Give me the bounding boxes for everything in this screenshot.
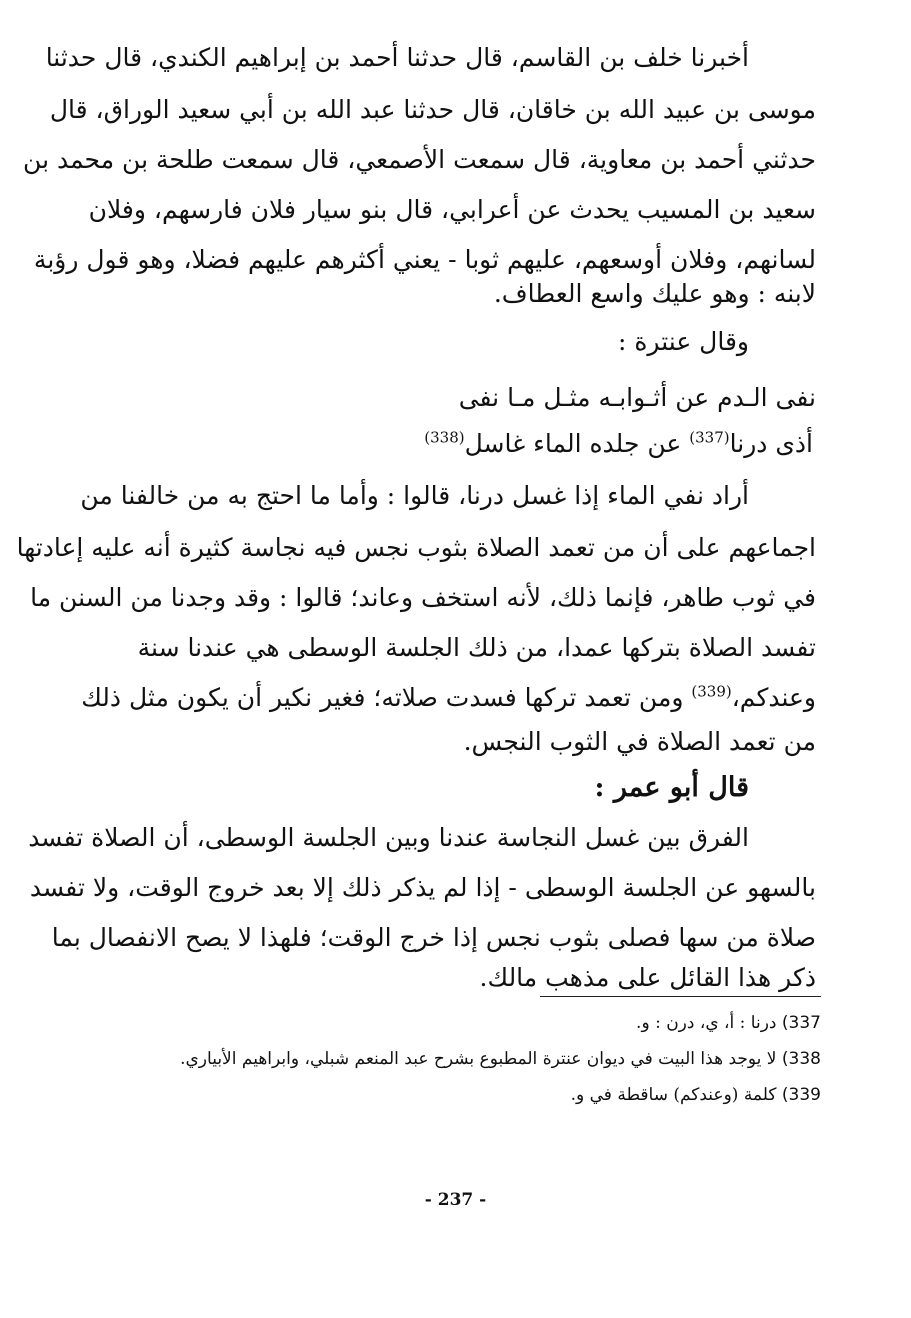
text-line: الفرق بين غسل النجاسة عندنا وبين الجلسة الوسطى، أن الصلاة تفسد	[28, 823, 749, 852]
footnote-number: 337)	[781, 1013, 821, 1033]
footnote-ref: (339)	[691, 682, 732, 701]
text-line: سعيد بن المسيب يحدث عن أعرابي، قال بنو سيار فلان فارسهم، وفلان	[88, 195, 816, 224]
footnote-number: 339)	[781, 1085, 821, 1105]
text-line: تفسد الصلاة بتركها عمدا، من ذلك الجلسة الوسطى هي عندنا سنة	[137, 633, 816, 662]
text-segment: وعندكم،	[731, 683, 816, 712]
text-line: في ثوب طاهر، فإنما ذلك، لأنه استخف وعاند؛ قالوا : وقد وجدنا من السنن ما	[30, 583, 816, 612]
text-segment: ومن تعمد تركها فسدت صلاته؛ فغير نكير أن يكون مثل ذلك	[81, 683, 692, 712]
text-line: لسانهم، وفلان أوسعهم، عليهم ثوبا - يعني أكثرهم عليهم فضلا، وهو قول رؤبة	[33, 245, 816, 274]
footnote-divider	[540, 996, 821, 997]
section-heading: قال أبو عمر :	[594, 772, 749, 803]
text-line: موسى بن عبيد الله بن خاقان، قال حدثنا عبد الله بن أبي سعيد الوراق، قال	[49, 95, 816, 124]
verse-text: عن جلده الماء غاسل	[464, 429, 690, 458]
verse-intro: وقال عنترة :	[617, 327, 749, 356]
footnote-text: كلمة (وعندكم) ساقطة في و.	[570, 1085, 777, 1105]
footnote	[571, 1080, 821, 1110]
text-line: اجماعهم على أن من تعمد الصلاة بثوب نجس فيه نجاسة كثيرة أنه عليه إعادتها	[16, 533, 816, 562]
page-number: - 237 -	[424, 1190, 487, 1210]
text-line: بالسهو عن الجلسة الوسطى - إذا لم يذكر ذلك إلا بعد خروج الوقت، ولا تفسد	[29, 873, 816, 902]
verse-text: أذى درنا	[729, 429, 813, 458]
footnote	[636, 1008, 821, 1038]
verse-line-2	[424, 418, 813, 470]
footnote	[180, 1044, 821, 1074]
text-line: ذكر هذا القائل على مذهب مالك.	[479, 963, 816, 992]
text-line: لابنه : وهو عليك واسع العطاف.	[493, 279, 816, 308]
text-line: من تعمد الصلاة في الثوب النجس.	[463, 727, 816, 756]
text-line: أخبرنا خلف بن القاسم، قال حدثنا أحمد بن إبراهيم الكندي، قال حدثنا	[45, 43, 749, 72]
text-line: حدثني أحمد بن معاوية، قال سمعت الأصمعي، قال سمعت طلحة بن محمد بن	[23, 145, 816, 174]
footnote-number: 338)	[781, 1049, 821, 1069]
footnote-text: درنا : أ، ي، درن : و.	[636, 1013, 777, 1033]
footnote-ref: (337)	[689, 428, 730, 447]
text-line: صلاة من سها فصلى بثوب نجس إذا خرج الوقت؛ فلهذا لا يصح الانفصال بما	[51, 923, 816, 952]
verse-line-1: نفى الـدم عن أثـوابـه مثـل مـا نفى	[458, 383, 816, 412]
text-line: أراد نفي الماء إذا غسل درنا، قالوا : وأما ما احتج به من خالفنا من	[80, 481, 749, 510]
footnote-ref: (338)	[424, 428, 465, 447]
footnote-text: لا يوجد هذا البيت في ديوان عنترة المطبوع بشرح عبد المنعم شبلي، وابراهيم الأبياري.	[180, 1049, 777, 1069]
